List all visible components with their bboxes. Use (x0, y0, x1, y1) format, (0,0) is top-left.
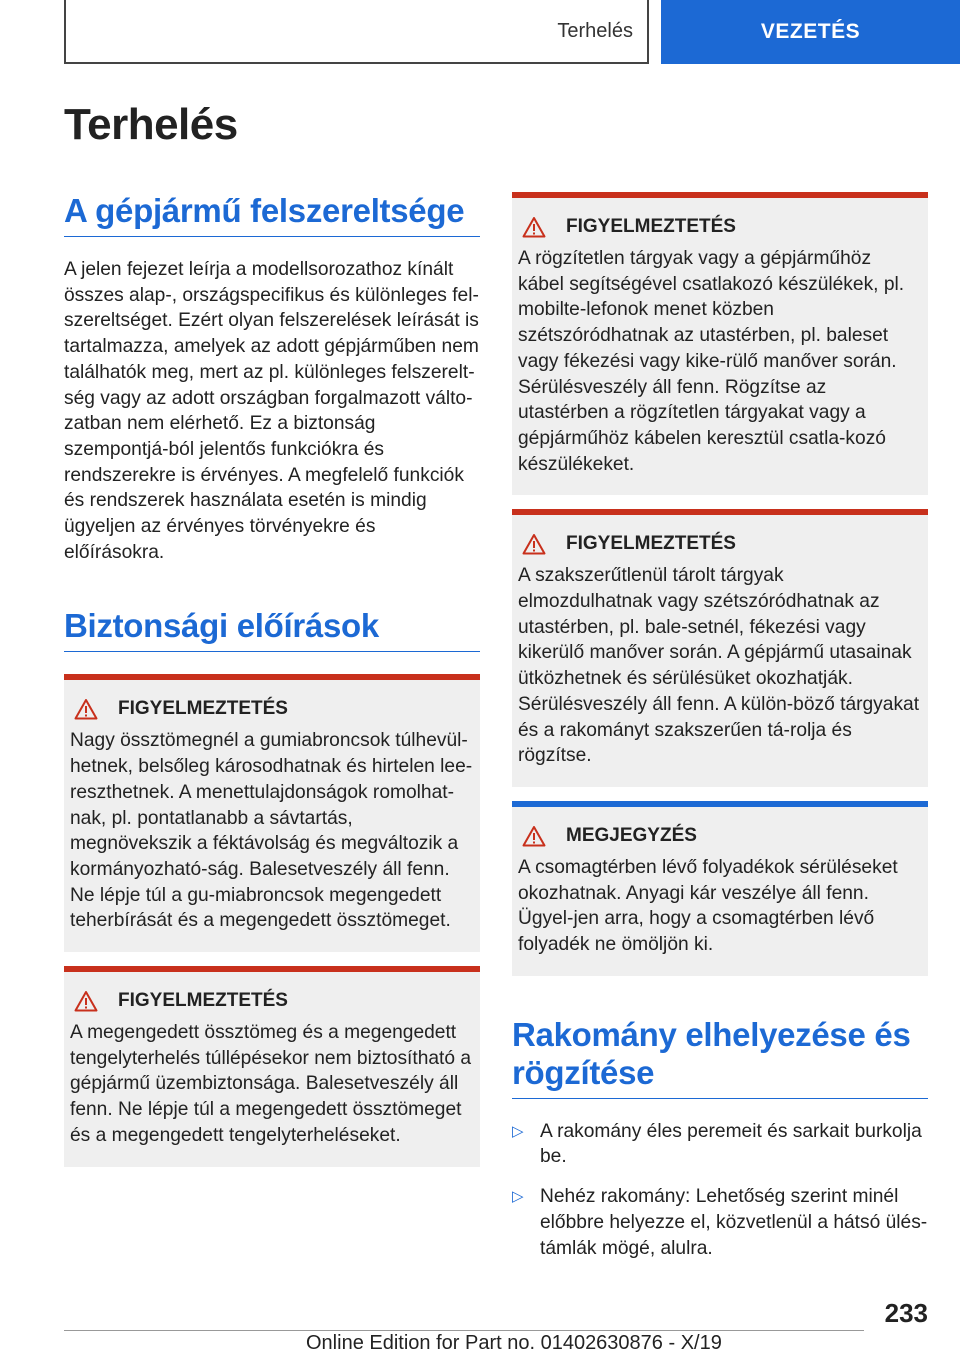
warning-text: A szakszerűtlenül tárolt tárgyak elmozdulhatnak vagy szétszóródhatnak az utastérben, pl. bale-setnél, fékezési vagy kikerülő manőver során. A gépjármű utasainak ütközhetnek és sérülésüket okozhatják. Sérülésveszély áll fenn. A külön-böző tárgyakat és a rakományt szakszerűen tá-rolja és rögzítse. (518, 565, 920, 767)
page-number: 233 (884, 1298, 928, 1328)
header-section-label: Terhelés (557, 19, 633, 42)
warning-triangle-icon (74, 990, 98, 1012)
warning-box-1 (64, 674, 480, 952)
list-item-text: Nehéz rakomány: Lehetőség szerint minél előbbre helyezze el, közvetlenül a hátsó ülés-támlák mögé, alulra. (540, 1186, 928, 1259)
warning-text: A rögzítetlen tárgyak vagy a gépjárműhöz kábel segítségével csatlakozó készülékek, pl. mobilte-lefonok menet közben szétszóródhatnak az utastérben, pl. baleset vagy fékezési vagy kike-rülő manőver során. Sérülésveszély áll fenn. Rögzítse az utastérben a rögzítetlen tárgyakat vagy a gépjárműhöz kábelen keresztül csatla-kozó készülékeket. (518, 248, 905, 475)
header-chapter-label: VEZETÉS (760, 20, 861, 43)
warning-header (518, 216, 922, 238)
note-header (518, 825, 922, 847)
heading-cargo: Rakomány elhelyezése és rögzítése (512, 1016, 928, 1099)
note-label: MEGJEGYZÉS (566, 824, 697, 846)
warning-header (518, 533, 922, 555)
warning-header (70, 990, 474, 1012)
warning-triangle-icon (522, 825, 546, 847)
triangle-bullet-icon: ▷ (512, 1122, 524, 1140)
warning-header (70, 698, 474, 720)
footer-divider (64, 1330, 864, 1331)
header-chapter-tab (661, 0, 960, 64)
warning-triangle-icon (522, 533, 546, 555)
warning-label: FIGYELMEZTETÉS (118, 990, 288, 1012)
header-section-tab (64, 0, 649, 64)
warning-label: FIGYELMEZTETÉS (566, 216, 736, 237)
warning-text: Nagy össztömegnél a gumiabroncsok túlhevül-hetnek, belsőleg károsodhatnak és hirtelen lee-reszthetnek. A menettulajdonságok romolhat-nak, pl. pontatlanabb a sávtartás, megnövekszik a féktávolság és megváltozik a kormányozható-ság. Balesetveszély áll fenn. Ne lépje túl a gu-miabroncsok megengedett teherbírását és a megengedett össztömeget. (70, 730, 473, 932)
list-item (512, 1119, 928, 1170)
warning-label: FIGYELMEZTETÉS (118, 698, 288, 720)
page-title: Terhelés (64, 100, 238, 149)
warning-box-2 (64, 966, 480, 1167)
note-box (512, 801, 928, 976)
triangle-bullet-icon: ▷ (512, 1188, 524, 1206)
note-text: A csomagtérben lévő folyadékok sérüléseket okozhatnak. Anyagi kár veszélye áll fenn. Ügyel-jen arra, hogy a csomagtérben lévő folyadék ne ömöljön ki. (518, 856, 898, 956)
list-item-text: A rakomány éles peremeit és sarkait burkolja be. (540, 1120, 922, 1168)
warning-label: FIGYELMEZTETÉS (566, 533, 736, 555)
right-column (512, 192, 928, 1261)
footer-edition-text: Online Edition for Part no. 01402630876 - X/19 (306, 1332, 722, 1354)
left-column (64, 192, 480, 1167)
heading-safety: Biztonsági előírások (64, 607, 480, 652)
list-item (512, 1184, 928, 1261)
warning-text: A megengedett össztömeg és a megengedett tengelyterhelés túllépésekor nem biztosítható a gépjármű üzembiztonsága. Balesetveszély áll fenn. Ne lépje túl a megengedett össztömeget és a megengedett tengelyterheléseket. (70, 1022, 472, 1146)
warning-triangle-icon (74, 698, 98, 720)
warning-triangle-icon (522, 216, 546, 238)
warning-box-3 (512, 192, 928, 495)
equipment-paragraph: A jelen fejezet leírja a modellsorozathoz kínált összes alap-, országspecifikus és különleges fel-szereltséget. Ezért olyan felszerelések leírását is tartalmazza, amelyek az adott gépjárműben nem találhatók meg, mert az pl. különleges felszerelt-ség vagy az adott országban forgalmazott válto-zatban nem elérhető. Ez a biztonság szempontjá-ból jelentős funkciókra és rendszerekre is érvényes. A megfelelő funkciók és rendszerek használata esetén is mindig ügyeljen az érvényes törvényekre és előírásokra. (64, 259, 479, 563)
warning-box-4 (512, 509, 928, 787)
heading-equipment: A gépjármű felszereltsége (64, 192, 480, 237)
